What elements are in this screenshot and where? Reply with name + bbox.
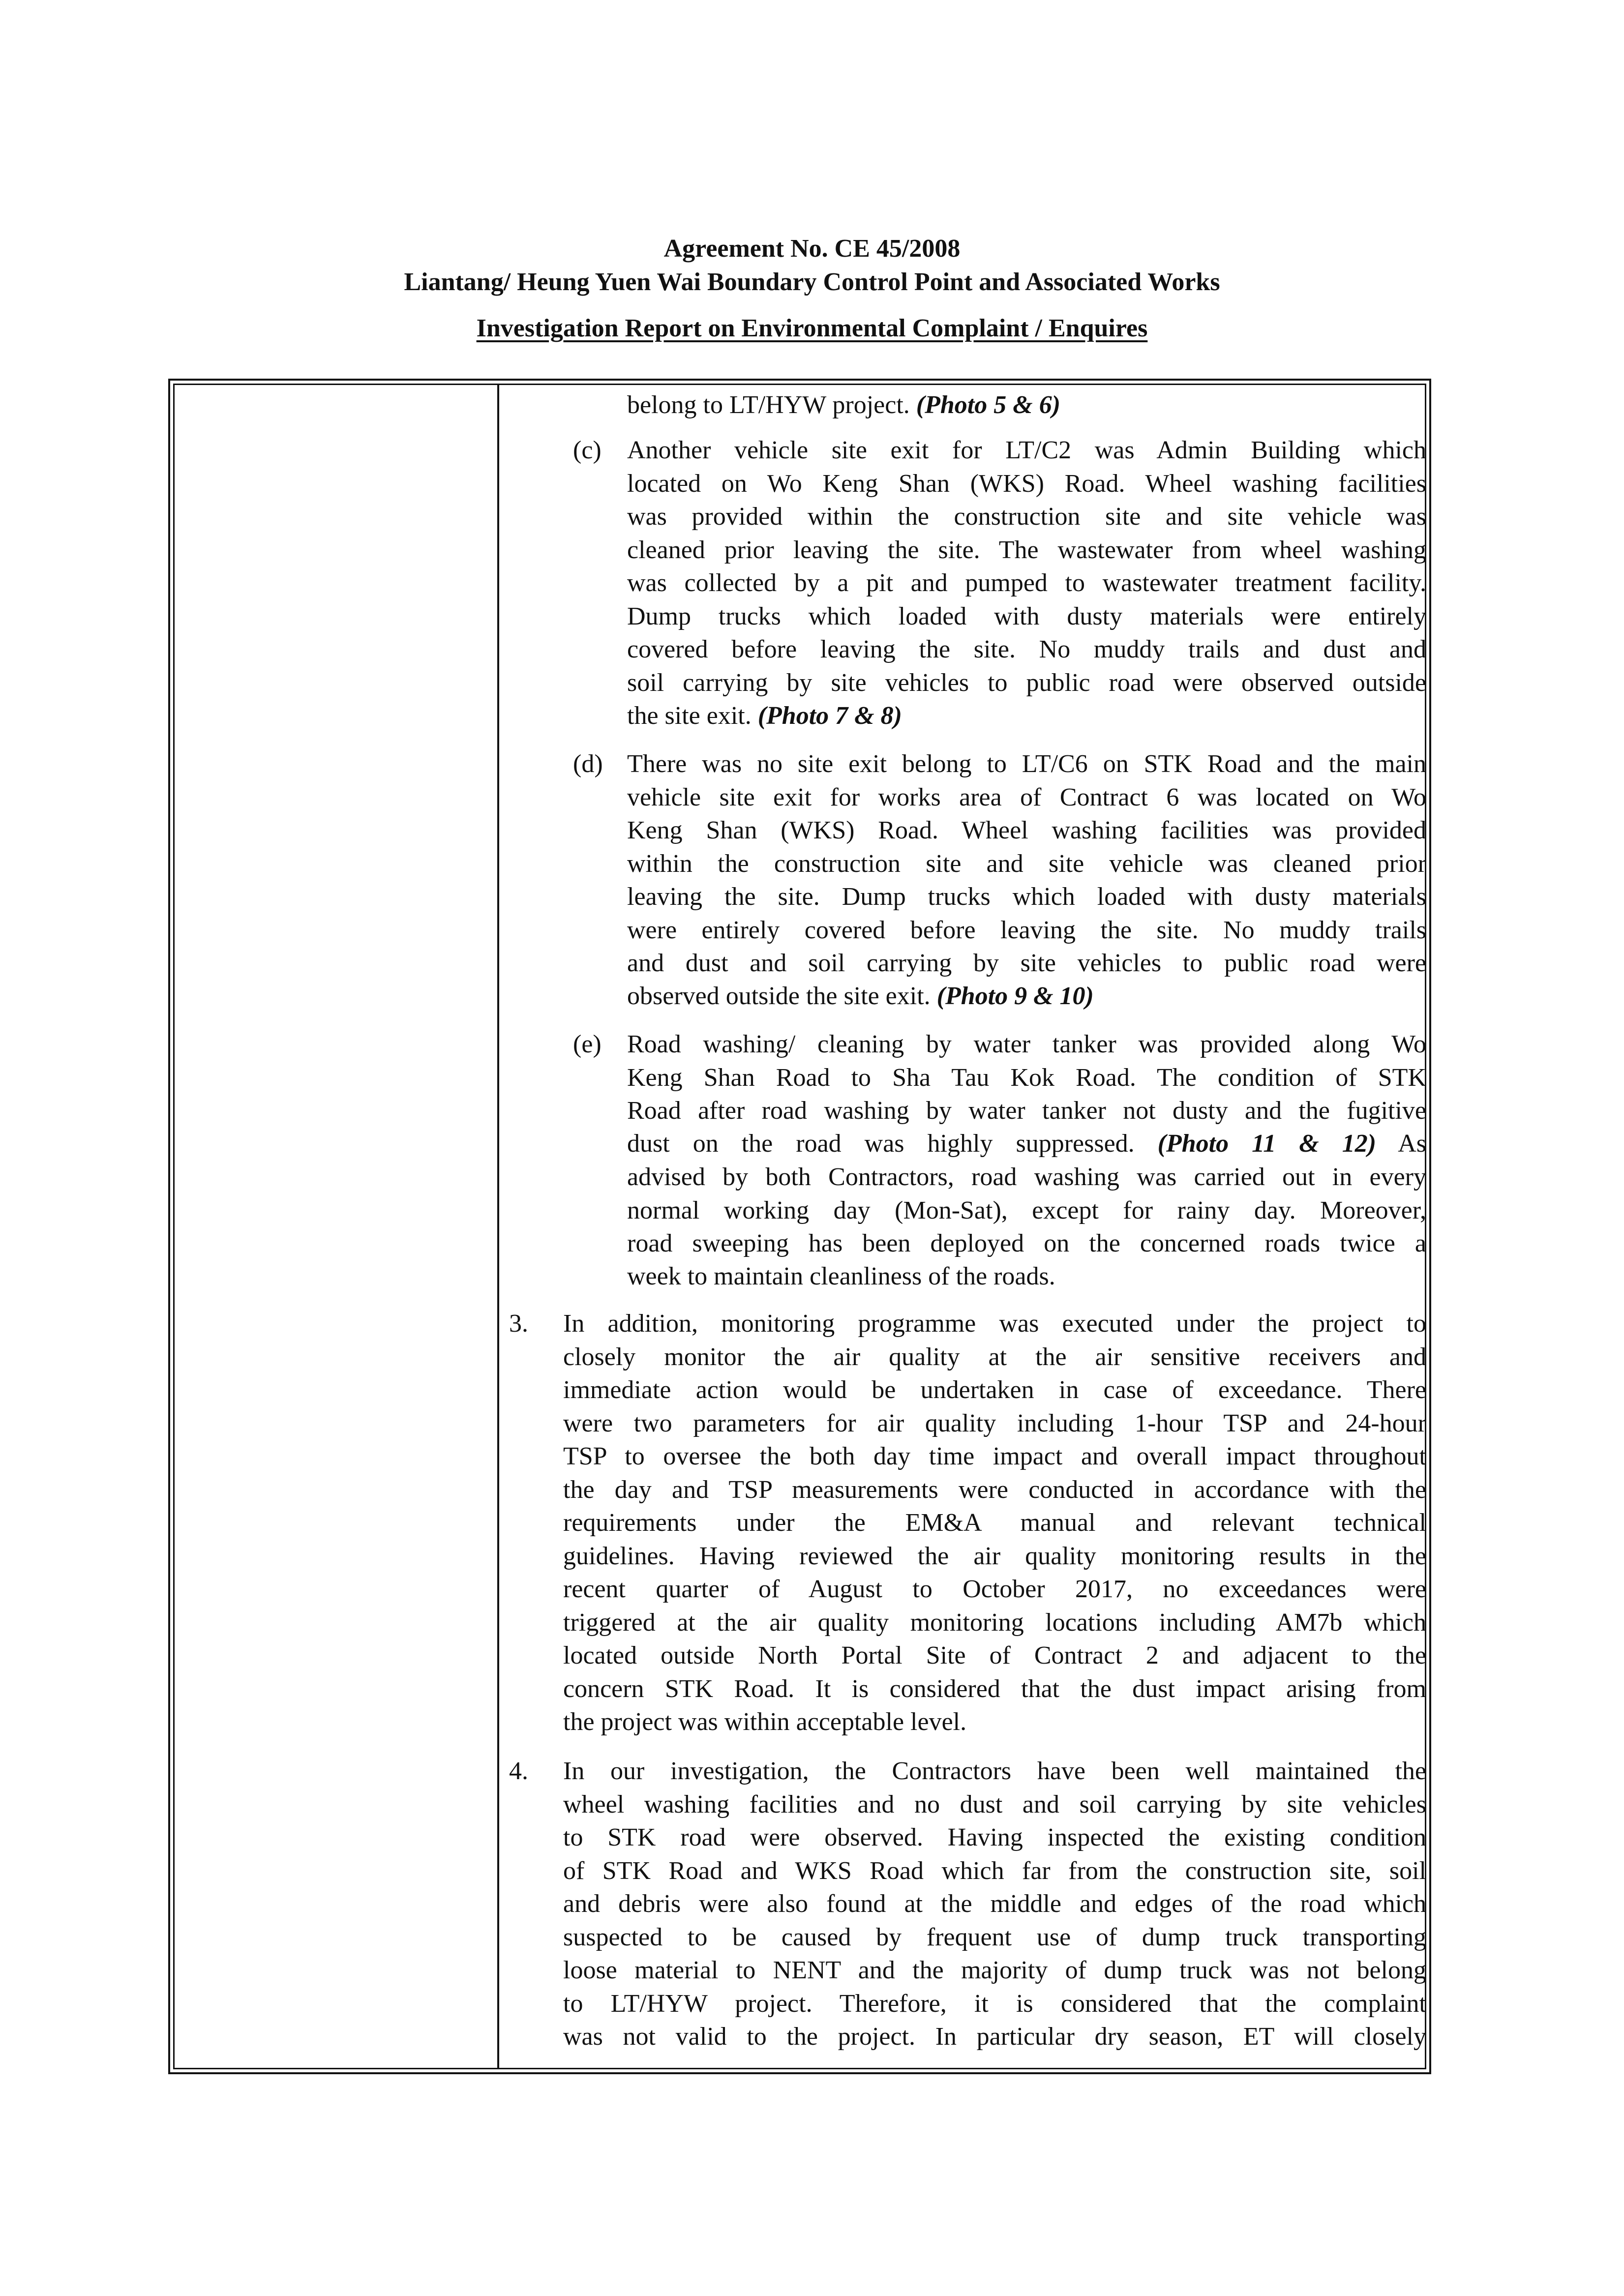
paragraph-line: Keng Shan (WKS) Road. Wheel washing facilities was provided: [627, 816, 1426, 844]
paragraph-line: immediate action would be undertaken in case of exceedance. There: [563, 1376, 1426, 1404]
report-title: Investigation Report on Environmental Complaint / Enquires: [476, 314, 1148, 342]
item-c-last-line: the site exit. (Photo 7 & 8): [627, 702, 902, 730]
paragraph-line: recent quarter of August to October 2017, no exceedances were: [563, 1575, 1426, 1603]
paragraph-line: loose material to NENT and the majority of dump truck was not belong: [563, 1956, 1426, 1984]
photo-ref: (Photo 7 & 8): [757, 702, 902, 730]
paragraph-line: guidelines. Having reviewed the air quality monitoring results in the: [563, 1542, 1426, 1570]
item-3-marker: 3.: [509, 1310, 528, 1338]
item-e-marker: (e): [573, 1030, 601, 1058]
paragraph-line: to LT/HYW project. Therefore, it is considered that the complaint: [563, 1989, 1426, 2018]
paragraph-line: Keng Shan Road to Sha Tau Kok Road. The condition of STK: [627, 1063, 1426, 1092]
table-column-divider: [497, 384, 499, 2069]
paragraph-line: and debris were also found at the middle and edges of the road which: [563, 1890, 1426, 1918]
paragraph-line: Road after road washing by water tanker not dusty and the fugitive: [627, 1097, 1426, 1125]
paragraph-line: In addition, monitoring programme was executed under the project to: [563, 1310, 1426, 1338]
paragraph-line: was not valid to the project. In particular dry season, ET will closely: [563, 2023, 1426, 2051]
paragraph-line: located outside North Portal Site of Contract 2 and adjacent to the: [563, 1641, 1426, 1670]
paragraph-line: cleaned prior leaving the site. The wastewater from wheel washing: [627, 536, 1426, 564]
item-4-marker: 4.: [509, 1757, 528, 1785]
paragraph-line: covered before leaving the site. No muddy trails and dust and: [627, 635, 1426, 663]
paragraph-line: soil carrying by site vehicles to public road were observed outside: [627, 668, 1426, 697]
paragraph-line: Road washing/ cleaning by water tanker was provided along Wo: [627, 1030, 1426, 1058]
photo-ref: (Photo 9 & 10): [936, 982, 1094, 1010]
paragraph-line: requirements under the EM&A manual and relevant technical: [563, 1509, 1426, 1537]
item-d-last-line: observed outside the site exit. (Photo 9 & 10): [627, 982, 1094, 1010]
paragraph-line: wheel washing facilities and no dust and soil carrying by site vehicles: [563, 1790, 1426, 1819]
paragraph-line: Dump trucks which loaded with dusty materials were entirely: [627, 602, 1426, 630]
photo-ref: (Photo 5 & 6): [916, 391, 1061, 419]
paragraph-line: leaving the site. Dump trucks which loaded with dusty materials: [627, 883, 1426, 911]
paragraph-line: located on Wo Keng Shan (WKS) Road. Wheel washing facilities: [627, 469, 1426, 498]
paragraph-line: suspected to be caused by frequent use of dump truck transporting: [563, 1923, 1426, 1951]
paragraph-line: was provided within the construction site and site vehicle was: [627, 503, 1426, 531]
item-e-line-4: dust on the road was highly suppressed. (Photo 11 & 12) As: [627, 1130, 1426, 1158]
item-e-last-line: week to maintain cleanliness of the roads.: [627, 1262, 1055, 1290]
paragraph-line: TSP to oversee the both day time impact and overall impact throughout: [563, 1442, 1426, 1470]
item-c-marker: (c): [573, 436, 601, 464]
project-title: Liantang/ Heung Yuen Wai Boundary Control Point and Associated Works: [404, 268, 1220, 296]
item-d-marker: (d): [573, 750, 603, 778]
paragraph-line: and dust and soil carrying by site vehicles to public road were: [627, 949, 1426, 977]
paragraph-line: closely monitor the air quality at the air sensitive receivers and: [563, 1342, 1426, 1371]
paragraph-line: In our investigation, the Contractors have been well maintained the: [563, 1757, 1426, 1785]
photo-ref: (Photo 11 & 12): [1157, 1130, 1377, 1158]
paragraph-line: to STK road were observed. Having inspected the existing condition: [563, 1823, 1426, 1851]
item-3-last-line: the project was within acceptable level.: [563, 1708, 967, 1736]
paragraph-line: within the construction site and site vehicle was cleaned prior: [627, 849, 1426, 878]
continuation-line: belong to LT/HYW project. (Photo 5 & 6): [627, 391, 1061, 419]
paragraph-line: were entirely covered before leaving the site. No muddy trails: [627, 916, 1426, 944]
paragraph-line: concern STK Road. It is considered that the dust impact arising from: [563, 1674, 1426, 1703]
paragraph-line: were two parameters for air quality including 1-hour TSP and 24-hour: [563, 1409, 1426, 1437]
paragraph-line: triggered at the air quality monitoring locations including AM7b which: [563, 1608, 1426, 1637]
paragraph-line: the day and TSP measurements were conducted in accordance with the: [563, 1475, 1426, 1504]
paragraph-line: road sweeping has been deployed on the concerned roads twice a: [627, 1229, 1426, 1257]
agreement-number: Agreement No. CE 45/2008: [663, 235, 961, 263]
paragraph-line: of STK Road and WKS Road which far from the construction site, soil: [563, 1856, 1426, 1885]
paragraph-line: advised by both Contractors, road washing was carried out in every: [627, 1163, 1426, 1191]
paragraph-line: There was no site exit belong to LT/C6 on STK Road and the main: [627, 750, 1426, 778]
paragraph-line: was collected by a pit and pumped to wastewater treatment facility.: [627, 569, 1426, 597]
paragraph-line: Another vehicle site exit for LT/C2 was Admin Building which: [627, 436, 1426, 464]
paragraph-line: normal working day (Mon-Sat), except for rainy day. Moreover,: [627, 1196, 1426, 1224]
paragraph-line: vehicle site exit for works area of Contract 6 was located on Wo: [627, 783, 1426, 811]
